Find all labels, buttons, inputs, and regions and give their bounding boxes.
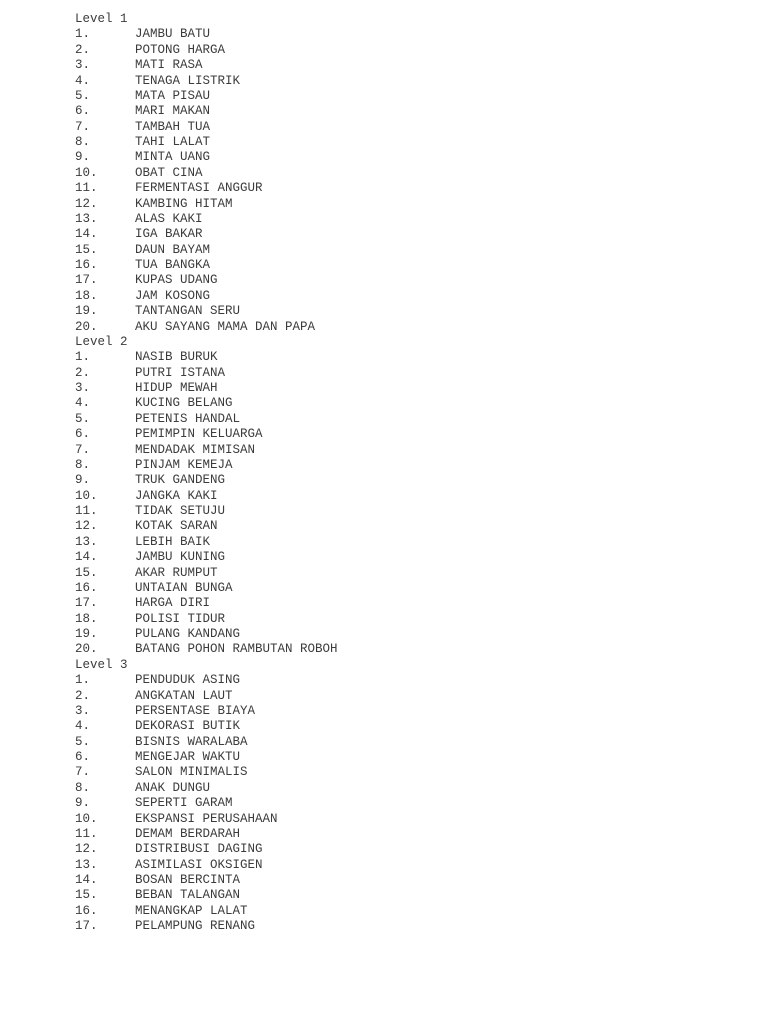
item-text: PETENIS HANDAL [135, 411, 241, 426]
item-number: 14. [75, 550, 98, 565]
item-text: ALAS KAKI [135, 211, 203, 226]
item-text: MATA PISAU [135, 88, 211, 103]
item-text: HIDUP MEWAH [135, 381, 218, 395]
item-number: 17. [75, 596, 98, 611]
item-number: 14. [75, 873, 98, 887]
item-text: DISTRIBUSI DAGING [135, 842, 263, 857]
item-number: 15. [75, 888, 98, 903]
item-text: TAHI LALAT [135, 135, 211, 149]
item-number: 8. [75, 780, 91, 795]
item-text: ASIMILASI OKSIGEN [135, 857, 263, 872]
item-text: PUTRI ISTANA [135, 365, 226, 380]
item-number: 19. [75, 304, 98, 319]
item-number: 20. [75, 642, 98, 657]
item-number: 7. [75, 119, 91, 134]
item-number: 12. [75, 196, 98, 211]
level-heading: Level 3 [75, 657, 128, 672]
item-number: 3. [75, 58, 91, 73]
item-text: DEKORASI BUTIK [135, 719, 241, 734]
item-text: DEMAM BERDARAH [135, 826, 241, 841]
list-item [75, 673, 338, 688]
list-item [75, 689, 338, 704]
item-text: OBAT CINA [135, 165, 203, 180]
item-number: 1. [75, 27, 91, 42]
item-number: 1. [75, 673, 91, 688]
item-number: 4. [75, 396, 91, 411]
item-text: BATANG POHON RAMBUTAN ROBOH [135, 642, 338, 657]
list-item [75, 227, 338, 242]
list-item [75, 765, 338, 780]
item-number: 15. [75, 242, 98, 257]
list-item [75, 919, 338, 934]
item-text: PULANG KANDANG [135, 627, 241, 641]
item-text: POTONG HARGA [135, 42, 226, 57]
list-item [75, 781, 338, 796]
item-text: MINTA UANG [135, 150, 211, 165]
item-number: 6. [75, 427, 91, 442]
item-text: BEBAN TALANGAN [135, 888, 241, 903]
item-text: PEMIMPIN KELUARGA [135, 427, 263, 442]
item-number: 7. [75, 765, 91, 780]
item-number: 16. [75, 580, 98, 595]
list-item [75, 489, 338, 504]
list-item [75, 396, 338, 411]
item-number: 10. [75, 811, 98, 826]
list-item [75, 550, 338, 565]
list-item [75, 135, 338, 150]
list-item [75, 642, 338, 657]
list-item [75, 827, 338, 842]
item-number: 13. [75, 857, 98, 872]
list-item [75, 350, 338, 365]
list-item [75, 842, 338, 857]
item-number: 16. [75, 258, 98, 272]
list-item [75, 596, 338, 611]
list-item [75, 304, 338, 319]
item-number: 17. [75, 919, 98, 934]
item-number: 15. [75, 565, 98, 580]
list-item [75, 904, 338, 919]
list-item [75, 796, 338, 811]
item-number: 4. [75, 719, 91, 734]
list-item [75, 627, 338, 642]
list-item [75, 197, 338, 212]
item-text: JAM KOSONG [135, 288, 211, 303]
item-text: MARI MAKAN [135, 104, 211, 119]
item-number: 6. [75, 104, 91, 119]
list-item [75, 120, 338, 135]
list-item [75, 566, 338, 581]
list-item [75, 443, 338, 458]
item-number: 1. [75, 350, 91, 365]
item-text: NASIB BURUK [135, 350, 218, 365]
list-item [75, 212, 338, 227]
item-number: 2. [75, 688, 91, 703]
item-text: UNTAIAN BUNGA [135, 580, 233, 595]
item-number: 5. [75, 411, 91, 426]
item-text: MENGEJAR WAKTU [135, 750, 241, 764]
list-item [75, 43, 338, 58]
item-number: 3. [75, 381, 91, 395]
item-text: KAMBING HITAM [135, 196, 233, 211]
item-number: 20. [75, 319, 98, 334]
item-text: TRUK GANDENG [135, 473, 226, 488]
item-number: 16. [75, 903, 98, 918]
item-text: KUPAS UDANG [135, 273, 218, 288]
item-number: 5. [75, 734, 91, 749]
item-text: BISNIS WARALABA [135, 734, 248, 749]
item-text: TANTANGAN SERU [135, 304, 241, 319]
item-text: LEBIH BAIK [135, 534, 211, 549]
level-heading: Level 2 [75, 334, 128, 349]
item-text: AKAR RUMPUT [135, 565, 218, 580]
list-item [75, 366, 338, 381]
item-text: PELAMPUNG RENANG [135, 919, 256, 934]
list-item [75, 289, 338, 304]
item-number: 10. [75, 165, 98, 180]
item-number: 8. [75, 457, 91, 472]
item-text: MENDADAK MIMISAN [135, 442, 256, 457]
item-number: 13. [75, 534, 98, 549]
item-text: TIDAK SETUJU [135, 504, 226, 518]
item-number: 9. [75, 796, 91, 811]
list-item [75, 27, 338, 42]
item-text: KOTAK SARAN [135, 519, 218, 534]
item-number: 2. [75, 365, 91, 380]
list-item [75, 519, 338, 534]
item-text: SALON MINIMALIS [135, 765, 248, 780]
item-text: TAMBAH TUA [135, 119, 211, 134]
item-number: 5. [75, 88, 91, 103]
item-text: EKSPANSI PERUSAHAAN [135, 811, 278, 826]
item-text: PERSENTASE BIAYA [135, 703, 256, 718]
list-item [75, 704, 338, 719]
list-item [75, 381, 338, 396]
list-item [75, 58, 338, 73]
list-item [75, 458, 338, 473]
list-item [75, 888, 338, 903]
list-item [75, 735, 338, 750]
item-number: 18. [75, 288, 98, 303]
item-number: 10. [75, 488, 98, 503]
item-number: 18. [75, 611, 98, 626]
item-text: DAUN BAYAM [135, 242, 211, 257]
list-item [75, 427, 338, 442]
item-text: FERMENTASI ANGGUR [135, 181, 263, 196]
list-item [75, 858, 338, 873]
list-item [75, 719, 338, 734]
list-item [75, 150, 338, 165]
item-number: 8. [75, 135, 91, 149]
list-item [75, 873, 338, 888]
item-text: IGA BAKAR [135, 227, 203, 242]
item-number: 9. [75, 150, 91, 165]
item-number: 4. [75, 73, 91, 88]
list-item [75, 89, 338, 104]
item-text: TUA BANGKA [135, 258, 211, 272]
list-item [75, 320, 338, 335]
item-text: MENANGKAP LALAT [135, 903, 248, 918]
list-item [75, 535, 338, 550]
item-number: 13. [75, 211, 98, 226]
item-number: 12. [75, 519, 98, 534]
item-text: MATI RASA [135, 58, 203, 73]
list-item [75, 243, 338, 258]
item-text: AKU SAYANG MAMA DAN PAPA [135, 319, 316, 334]
item-text: POLISI TIDUR [135, 611, 226, 626]
list-item [75, 473, 338, 488]
item-text: SEPERTI GARAM [135, 796, 233, 811]
item-number: 19. [75, 627, 98, 641]
item-text: HARGA DIRI [135, 596, 211, 611]
item-text: JANGKA KAKI [135, 488, 218, 503]
item-text: BOSAN BERCINTA [135, 873, 241, 887]
list-item [75, 581, 338, 596]
item-number: 11. [75, 826, 98, 841]
list-item [75, 504, 338, 519]
item-text: JAMBU BATU [135, 27, 211, 42]
list-item [75, 104, 338, 119]
item-number: 7. [75, 442, 91, 457]
item-text: KUCING BELANG [135, 396, 233, 411]
item-number: 2. [75, 42, 91, 57]
list-item [75, 166, 338, 181]
list-item [75, 612, 338, 627]
list-item [75, 412, 338, 427]
item-number: 17. [75, 273, 98, 288]
list-item [75, 258, 338, 273]
word-list [75, 12, 338, 935]
item-text: PINJAM KEMEJA [135, 457, 233, 472]
list-item [75, 74, 338, 89]
item-text: TENAGA LISTRIK [135, 73, 241, 88]
list-item [75, 181, 338, 196]
list-item [75, 273, 338, 288]
level-heading: Level 1 [75, 12, 128, 26]
list-item [75, 812, 338, 827]
item-number: 11. [75, 181, 98, 196]
item-number: 11. [75, 504, 98, 518]
item-number: 6. [75, 750, 91, 764]
item-number: 14. [75, 227, 98, 242]
item-number: 12. [75, 842, 98, 857]
item-text: PENDUDUK ASING [135, 673, 241, 688]
item-text: ANGKATAN LAUT [135, 688, 233, 703]
item-number: 3. [75, 703, 91, 718]
item-number: 9. [75, 473, 91, 488]
list-item [75, 750, 338, 765]
item-text: ANAK DUNGU [135, 780, 211, 795]
item-text: JAMBU KUNING [135, 550, 226, 565]
